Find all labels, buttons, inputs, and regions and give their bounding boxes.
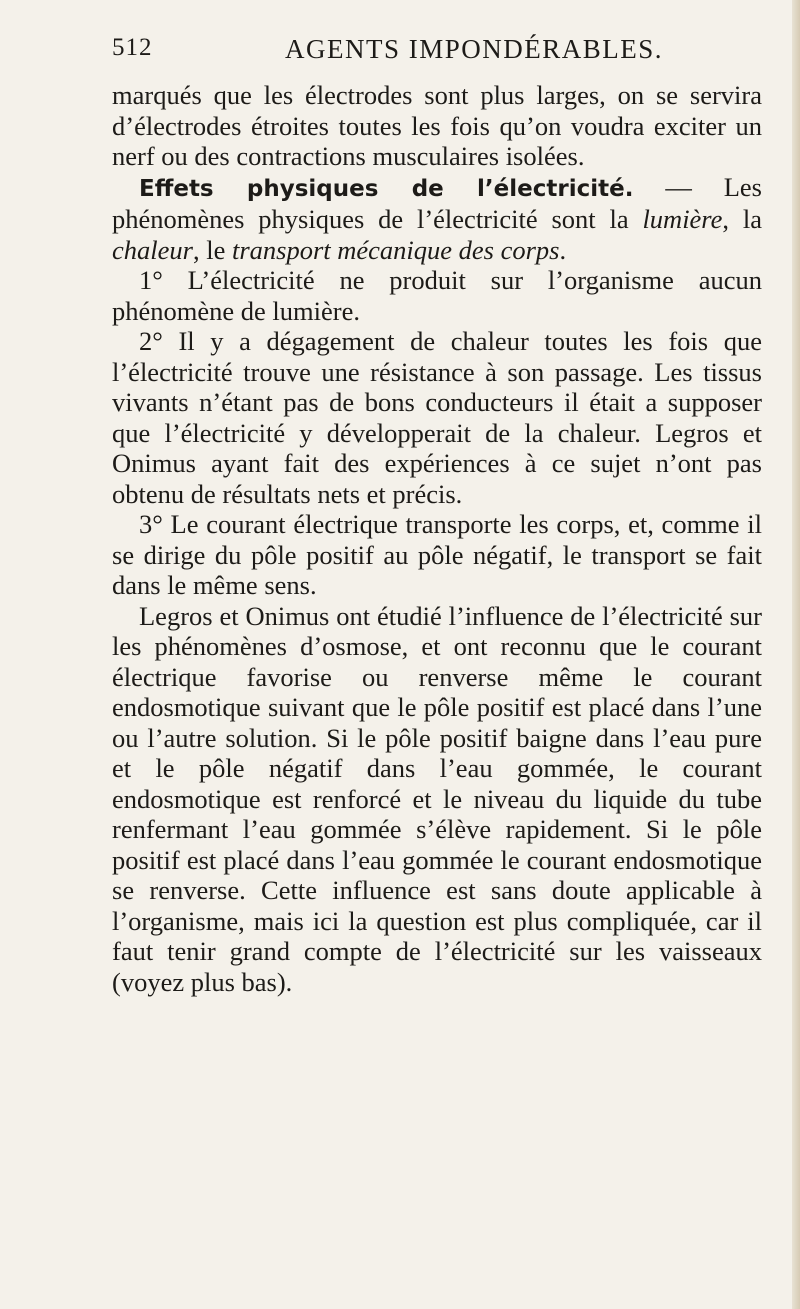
binding-edge [792, 0, 800, 1309]
section-heading: Effets physiques de l’électricité. [139, 175, 634, 202]
running-title: AGENTS IMPONDÉRABLES. [285, 34, 664, 64]
page-header [112, 30, 752, 70]
separator: , le [192, 234, 232, 265]
paragraph-point-2: 2° Il y a dégagement de chaleur toutes les fois que l’électricité trouve une résistance à son passage. Les tissus vivants n’étant pas de bons conducteurs il était a supposer que l’électricité y développerait de la chaleur. Legros et Onimus ayant fait des expériences à ce sujet n’ont pas obtenu de résultats nets et précis. [112, 326, 762, 509]
paragraph-point-3: 3° Le courant électrique transporte les corps, et, comme il se dirige du pôle positif au pôle négatif, le transport se fait dans le même sens. [112, 509, 762, 600]
paragraph-text: — Les phénomènes physiques de l’électricité sont la [112, 171, 762, 234]
page-number: 512 [112, 34, 153, 61]
separator: , la [722, 204, 762, 234]
paragraph-continuation: marqués que les électrodes sont plus larges, on se servira d’électrodes étroites toutes les fois qu’on voudra exciter un nerf ou des contractions musculaires isolées. [112, 80, 762, 171]
italic-term-light: lumière [642, 204, 723, 234]
page-body [112, 80, 762, 997]
italic-term-transport: transport mécanique des corps [231, 234, 560, 265]
period: . [559, 234, 567, 265]
paragraph-physical-effects [112, 172, 762, 266]
paragraph-osmosis: Legros et Onimus ont étudié l’influence de l’électricité sur les phénomènes d’osmose, et ont reconnu que le courant électrique favorise ou renverse même le courant endosmotique suivant que le pôle positif est placé dans l’une ou l’autre solution. Si le pôle positif baigne dans l’eau pure et le pôle négatif dans l’eau gommée, le courant endosmotique est renforcé et le niveau du liquide du tube renfermant l’eau gommée s’élève rapidement. Si le pôle positif est placé dans l’eau gommée le courant endosmotique se renverse. Cette influence est sans doute applicable à l’organisme, mais ici la question est plus compliquée, car il faut tenir grand compte de l’électricité sur les vaisseaux (voyez plus bas). [112, 600, 762, 997]
paragraph-point-1: 1° L’électricité ne produit sur l’organisme aucun phénomène de lumière. [112, 265, 762, 326]
italic-term-heat: chaleur [112, 234, 193, 265]
